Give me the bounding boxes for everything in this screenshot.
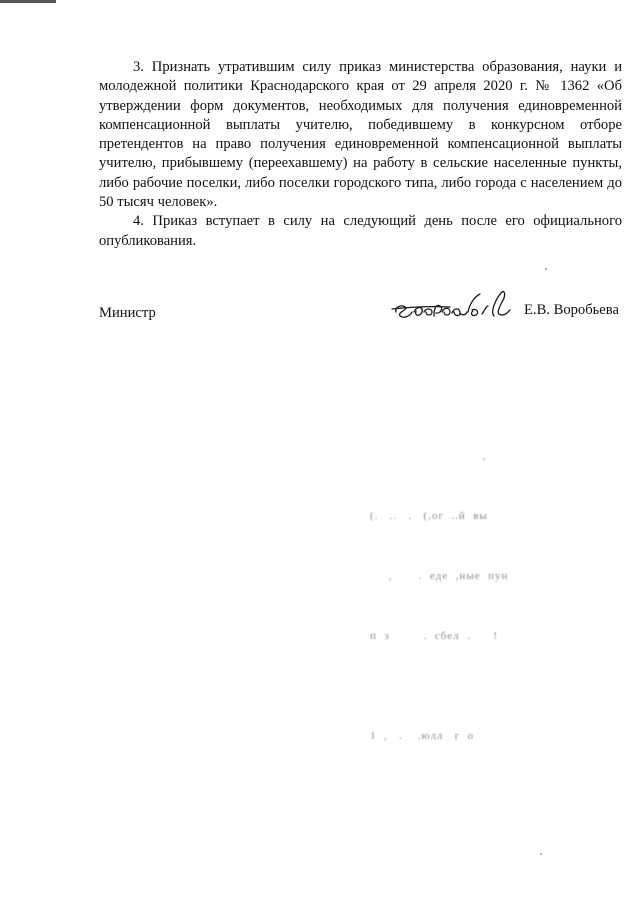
stamp-line: (. .. . (.ог ..й вы (370, 510, 488, 522)
signature-name: Е.В. Воробьева (524, 302, 619, 318)
scan-edge-mark (0, 0, 56, 3)
document-body (99, 58, 622, 251)
paragraph-4: 4. Приказ вступает в силу на следующий день после его официального опубликования. (99, 213, 622, 249)
signature-position-title: Министр (99, 305, 156, 321)
stamp-line: , . еде ,ные пун (370, 570, 509, 582)
stamp-line: , (370, 450, 487, 462)
handwritten-signature (390, 282, 520, 332)
scan-speck (545, 268, 547, 270)
stamp-line: 1 , . .юлл г о (370, 730, 475, 742)
paragraph-3: 3. Признать утратившим силу приказ министерства образования, науки и молодежной политики Краснодарского края от 29 апреля 2020 г. № 1362 «Об утверждении форм документов, необходимых для получения единовременной компенсационной выплаты учителю, победившему в конкурсном отборе претендентов на право получения единовременной компенсационной выплаты учителю, прибывшему (переехавшему) на работу в сельские населенные пункты, либо рабочие поселки, либо поселки городского типа, либо города с населением до 50 тысяч человек». (99, 59, 622, 211)
faded-stamp (370, 406, 550, 742)
stamp-line: п з . сбел . ! (370, 630, 498, 642)
scan-speck (540, 853, 542, 855)
